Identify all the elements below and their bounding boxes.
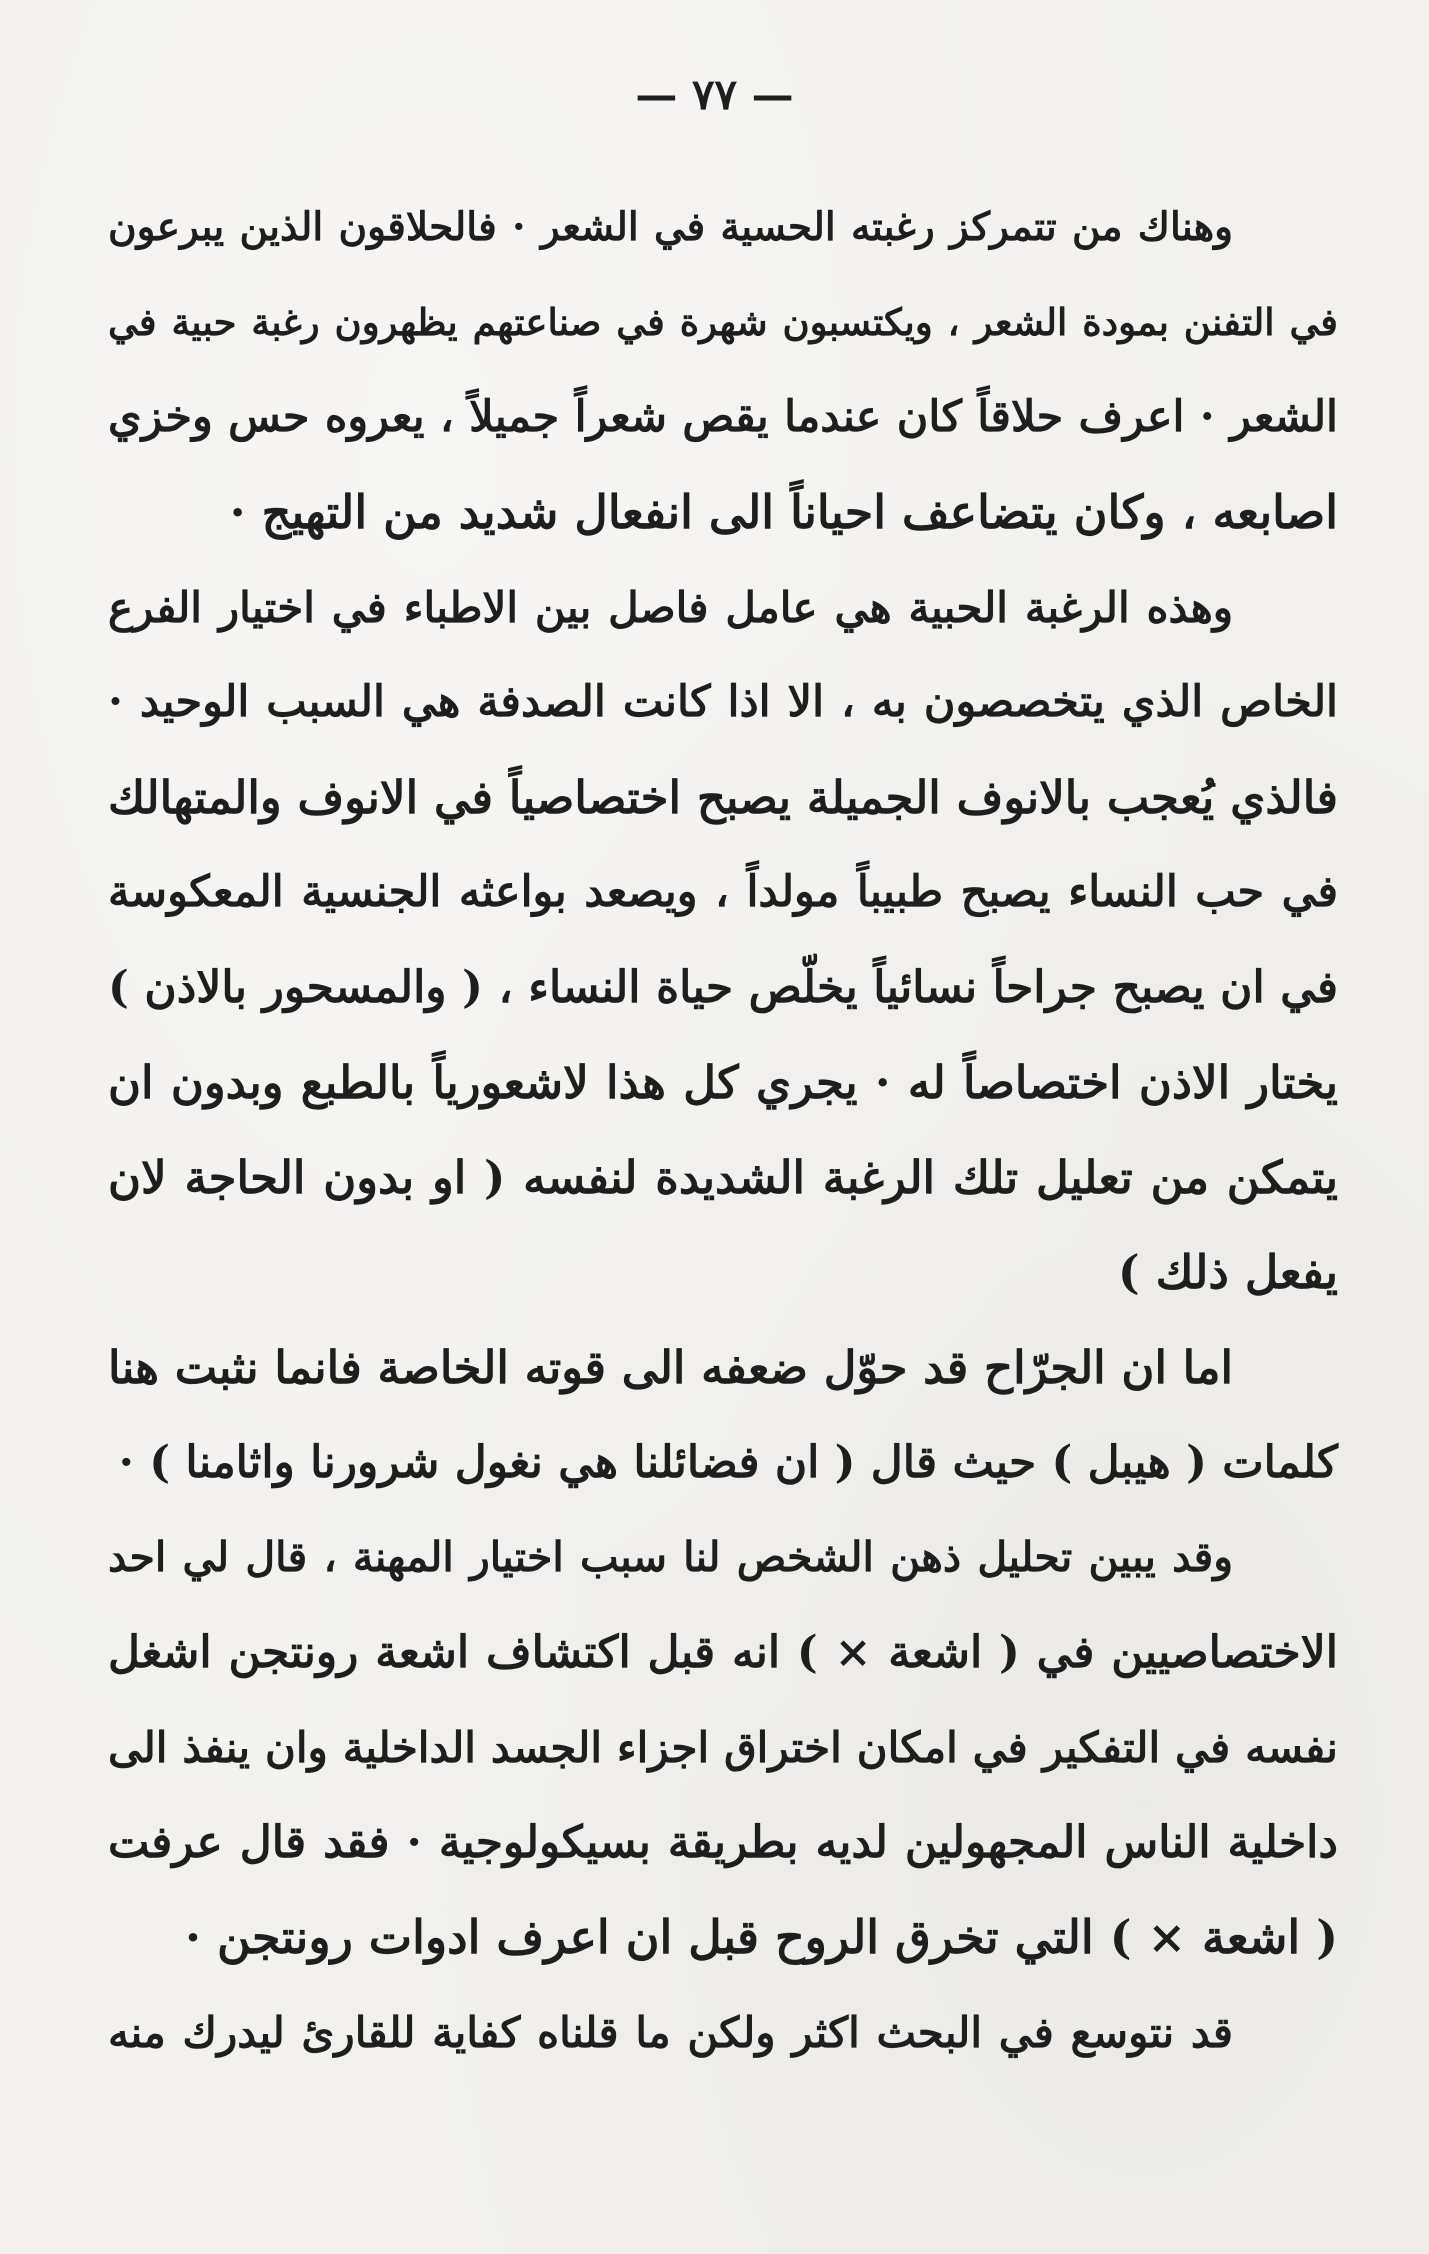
text-line: الاختصاصيين في ( اشعة × ) انه قبل اكتشاف اشعة رونتجن اشغل <box>108 1627 1338 1678</box>
text-line: اما ان الجرّاح قد حوّل ضعفه الى قوته الخاصة فانما نثبت هنا <box>108 1341 1233 1394</box>
text-line: اصابعه ، وكان يتضاعف احياناً الى انفعال شديد من التهيج · <box>229 485 1338 539</box>
text-line: في التفنن بمودة الشعر ، ويكتسبون شهرة في صناعتهم يظهرون رغبة حبية في <box>108 300 1338 344</box>
text-line: يفعل ذلك ) <box>1117 1245 1338 1299</box>
text-line: الخاص الذي يتخصصون به ، الا اذا كانت الصدفة هي السبب الوحيد · <box>108 677 1338 727</box>
text-line: يتمكن من تعليل تلك الرغبة الشديدة لنفسه ( او بدون الحاجة لان <box>108 1151 1338 1204</box>
text-line: يختار الاذن اختصاصاً له · يجري كل هذا لاشعورياً بالطبع وبدون ان <box>108 1056 1338 1109</box>
text-line: ( اشعة × ) التي تخرق الروح قبل ان اعرف ادوات رونتجن · <box>184 1910 1338 1964</box>
text-line: داخلية الناس المجهولين لديه بطريقة بسيكولوجية · فقد قال عرفت <box>108 1817 1338 1868</box>
text-line: فالذي يُعجب بالانوف الجميلة يصبح اختصاصياً في الانوف والمتهالك <box>108 771 1338 824</box>
body-text <box>108 180 1338 2080</box>
text-line: وهناك من تتمركز رغبته الحسية في الشعر · فالحلاقون الذين يبرعون <box>108 204 1233 250</box>
text-line: وقد يبين تحليل ذهن الشخص لنا سبب اختيار المهنة ، قال لي احد <box>108 1533 1233 1581</box>
text-line: كلمات ( هيبل ) حيث قال ( ان فضائلنا هي نغول شرورنا واثامنا ) · <box>118 1437 1338 1488</box>
text-line: في حب النساء يصبح طبيباً مولداً ، ويصعد بواعثه الجنسية المعكوسة <box>108 867 1338 917</box>
text-line: نفسه في التفكير في امكان اختراق اجزاء الجسد الداخلية وان ينفذ الى <box>108 1723 1338 1772</box>
page-number: — ٧٧ — <box>635 70 794 119</box>
text-line: في ان يصبح جراحاً نسائياً يخلّص حياة النساء ، ( والمسحور بالاذن ) <box>108 962 1338 1013</box>
text-line: قد نتوسع في البحث اكثر ولكن ما قلناه كفاية للقارئ ليدرك منه <box>108 2008 1233 2057</box>
text-line: وهذه الرغبة الحبية هي عامل فاصل بين الاطباء في اختيار الفرع <box>108 583 1233 632</box>
text-line: الشعر · اعرف حلاقاً كان عندما يقص شعراً جميلاً ، يعروه حس وخزي <box>108 392 1338 442</box>
